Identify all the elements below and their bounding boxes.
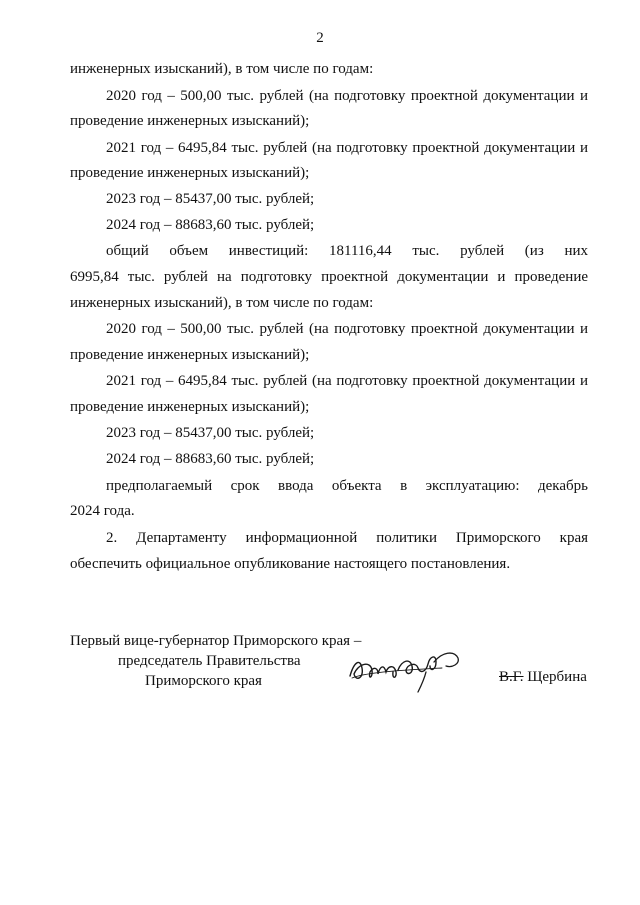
text-line: общий объем инвестиций: 181116,44 тыс. рублей (из них [106, 243, 588, 259]
signatory-position-line2: председатель Правительства [118, 653, 301, 669]
signatory-position-line3: Приморского края [145, 673, 262, 689]
text-line: инженерных изысканий), в том числе по годам: [70, 295, 374, 311]
text-line: проведение инженерных изысканий); [70, 347, 310, 363]
text-line: 2023 год – 85437,00 тыс. рублей; [106, 425, 315, 441]
text-line: 2020 год – 500,00 тыс. рублей (на подготовку проектной документации и [106, 321, 588, 337]
signatory-initials: В.Г. [499, 669, 524, 685]
handwritten-signature [346, 642, 476, 694]
text-line: 2021 год – 6495,84 тыс. рублей (на подготовку проектной документации и [106, 140, 588, 156]
text-line: обеспечить официальное опубликование настоящего постановления. [70, 556, 511, 572]
text-line: проведение инженерных изысканий); [70, 399, 310, 415]
text-line: 2023 год – 85437,00 тыс. рублей; [106, 191, 315, 207]
text-line: инженерных изысканий), в том числе по годам: [70, 61, 374, 77]
text-line: проведение инженерных изысканий); [70, 113, 310, 129]
text-line: 2024 года. [70, 503, 135, 519]
text-line: проведение инженерных изысканий); [70, 165, 310, 181]
page-number: 2 [316, 30, 324, 46]
text-line: 6995,84 тыс. рублей на подготовку проектной документации и проведение [70, 269, 588, 285]
text-line: 2020 год – 500,00 тыс. рублей (на подготовку проектной документации и [106, 88, 588, 104]
text-line: 2. Департаменту информационной политики Приморского края [106, 530, 588, 546]
signatory-name [499, 669, 587, 686]
signatory-surname: Щербина [523, 669, 587, 685]
text-line: 2024 год – 88683,60 тыс. рублей; [106, 217, 315, 233]
text-line: 2024 год – 88683,60 тыс. рублей; [106, 451, 315, 467]
text-line: предполагаемый срок ввода объекта в эксплуатацию: декабрь [106, 478, 588, 494]
text-line: 2021 год – 6495,84 тыс. рублей (на подготовку проектной документации и [106, 373, 588, 389]
signatory-position-line1: Первый вице-губернатор Приморского края – [70, 633, 362, 649]
